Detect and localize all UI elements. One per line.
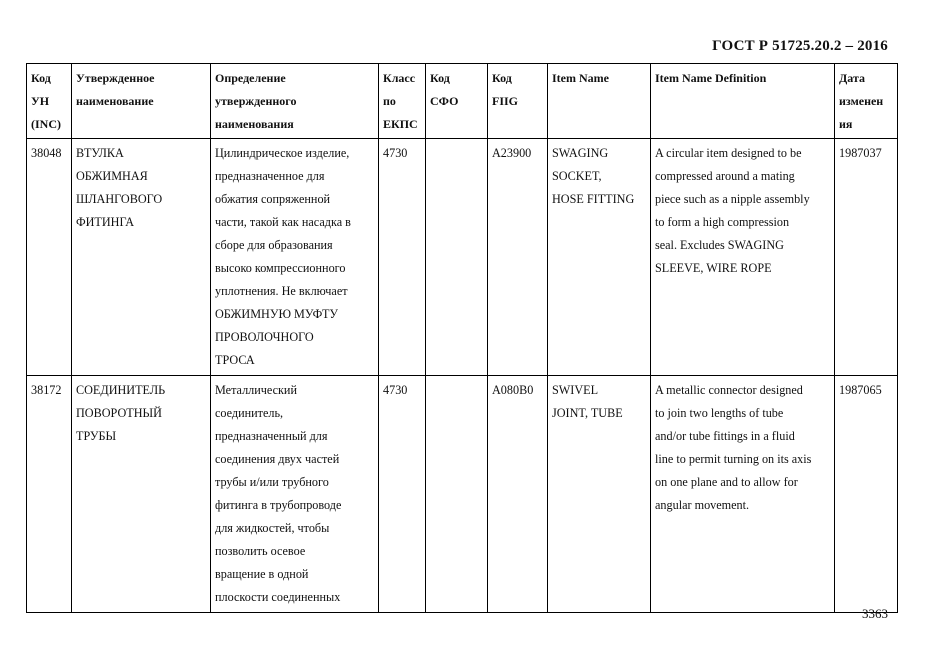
cell-line: to join two lengths of tube <box>655 406 784 421</box>
document-standard-title: ГОСТ Р 51725.20.2 – 2016 <box>712 38 888 54</box>
cell-definition <box>211 376 379 613</box>
cell-line: ия <box>839 116 853 131</box>
cell-line: Item Name <box>552 71 609 85</box>
cell-line: изменен <box>839 93 884 108</box>
cell-line: ПОВОРОТНЫЙ <box>76 406 162 421</box>
cell-line: вращение в одной <box>215 567 309 582</box>
cell-line: line to permit turning on its axis <box>655 452 812 467</box>
cell-line: ВТУЛКА <box>76 146 124 161</box>
header-cell-name <box>72 64 211 139</box>
cell-item-definition <box>651 139 835 376</box>
catalog-table <box>26 63 898 613</box>
header-cell-date <box>835 64 898 139</box>
cell-line: HOSE FITTING <box>552 192 635 207</box>
cell-line: (INC) <box>31 116 61 131</box>
header-cell-item-name <box>548 64 651 139</box>
cell-class: 4730 <box>379 376 426 613</box>
cell-line: фитинга в трубопроводе <box>215 498 342 513</box>
cell-line: утвержденного <box>215 93 297 108</box>
cell-line: Код <box>31 71 51 85</box>
cell-line: A circular item designed to be <box>655 146 802 161</box>
cell-line: SWIVEL <box>552 383 599 398</box>
cell-definition <box>211 139 379 376</box>
table-header-row <box>27 64 898 139</box>
cell-line: ФИТИНГА <box>76 215 134 230</box>
cell-line: позволить осевое <box>215 544 306 559</box>
cell-line: A metallic connector designed <box>655 383 803 398</box>
cell-line: SLEEVE, WIRE ROPE <box>655 261 772 276</box>
cell-item-definition <box>651 376 835 613</box>
header-cell-class <box>379 64 426 139</box>
cell-line: SWAGING <box>552 146 609 161</box>
cell-line: СФО <box>430 93 459 108</box>
cell-line: ТРОСА <box>215 353 255 368</box>
cell-line: angular movement. <box>655 498 750 513</box>
header-cell-definition <box>211 64 379 139</box>
cell-line: compressed around a mating <box>655 169 795 184</box>
cell-line: ЕКПС <box>383 116 418 131</box>
cell-line: предназначенное для <box>215 169 325 184</box>
cell-line: Дата <box>839 71 865 85</box>
cell-line: Металлический <box>215 383 297 398</box>
cell-line: УН <box>31 93 50 108</box>
cell-line: Код <box>492 71 512 85</box>
header-cell-sfo <box>426 64 488 139</box>
cell-line: seal. Excludes SWAGING <box>655 238 784 253</box>
cell-fiig: A23900 <box>488 139 548 376</box>
cell-line: высоко компрессионного <box>215 261 346 276</box>
cell-line: FIIG <box>492 93 519 108</box>
cell-date: 1987065 <box>835 376 898 613</box>
cell-code: 38172 <box>27 376 72 613</box>
cell-line: уплотнения. Не включает <box>215 284 348 299</box>
cell-line: наименования <box>215 116 294 131</box>
cell-line: ОБЖИМНАЯ <box>76 169 148 184</box>
cell-line: SOCKET, <box>552 169 602 184</box>
cell-line: соединитель, <box>215 406 284 421</box>
cell-line: трубы и/или трубного <box>215 475 329 490</box>
cell-line: ПРОВОЛОЧНОГО <box>215 330 314 345</box>
cell-line: Определение <box>215 71 286 85</box>
cell-line: ШЛАНГОВОГО <box>76 192 163 207</box>
cell-line: соединения двух частей <box>215 452 340 467</box>
cell-line: Класс <box>383 71 416 85</box>
cell-line: предназначенный для <box>215 429 328 444</box>
page-number: 3363 <box>862 606 888 621</box>
cell-sfo <box>426 376 488 613</box>
cell-line: piece such as a nipple assembly <box>655 192 810 207</box>
cell-line: наименование <box>76 93 154 108</box>
cell-line: and/or tube fittings in a fluid <box>655 429 795 444</box>
table-row <box>27 376 898 613</box>
cell-class: 4730 <box>379 139 426 376</box>
cell-line: плоскости соединенных <box>215 590 341 605</box>
cell-line: ТРУБЫ <box>76 429 117 444</box>
cell-code: 38048 <box>27 139 72 376</box>
cell-name <box>72 376 211 613</box>
header-cell-code <box>27 64 72 139</box>
cell-line: сборе для образования <box>215 238 333 253</box>
cell-fiig: A080B0 <box>488 376 548 613</box>
cell-date: 1987037 <box>835 139 898 376</box>
cell-line: части, такой как насадка в <box>215 215 351 230</box>
table-row <box>27 139 898 376</box>
cell-name <box>72 139 211 376</box>
cell-item-name <box>548 139 651 376</box>
cell-line: Код <box>430 71 450 85</box>
cell-line: on one plane and to allow for <box>655 475 798 490</box>
cell-line: ОБЖИМНУЮ МУФТУ <box>215 307 339 322</box>
cell-item-name <box>548 376 651 613</box>
cell-line: СОЕДИНИТЕЛЬ <box>76 383 166 398</box>
cell-sfo <box>426 139 488 376</box>
cell-line: Цилиндрическое изделие, <box>215 146 350 161</box>
header-cell-fiig <box>488 64 548 139</box>
cell-line: для жидкостей, чтобы <box>215 521 330 536</box>
cell-line: to form a high compression <box>655 215 790 230</box>
cell-line: обжатия сопряженной <box>215 192 331 207</box>
cell-line: по <box>383 93 396 108</box>
header-cell-item-definition <box>651 64 835 139</box>
cell-line: Item Name Definition <box>655 71 767 85</box>
cell-line: Утвержденное <box>76 71 155 85</box>
cell-line: JOINT, TUBE <box>552 406 623 421</box>
